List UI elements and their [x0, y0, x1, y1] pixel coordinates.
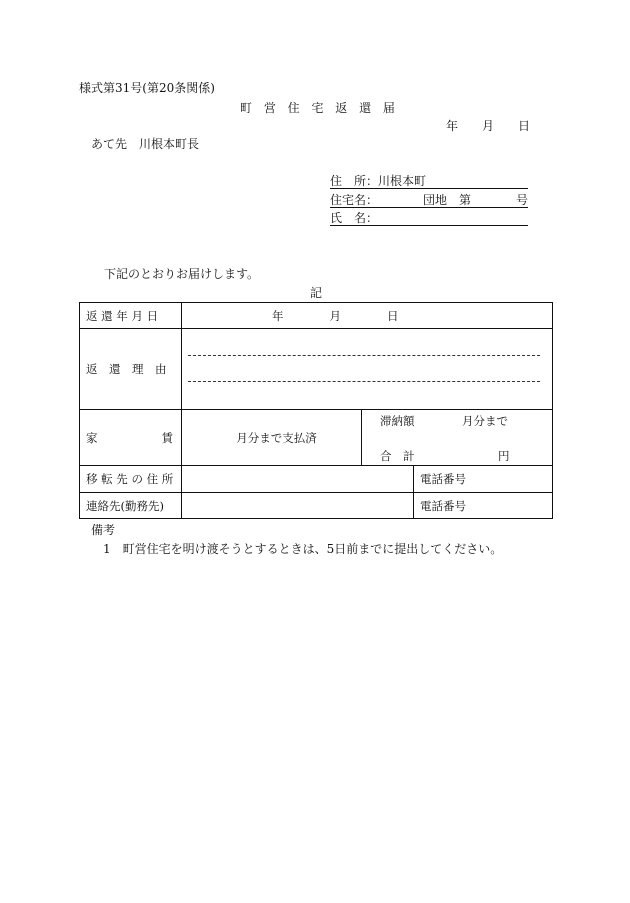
return-date-label: 返 還 年 月 日 — [80, 303, 182, 329]
contact-field[interactable] — [182, 493, 414, 519]
rent-paid-field[interactable] — [182, 410, 362, 466]
intro-text: 下記のとおりお届けします。 — [104, 267, 260, 281]
row-return-reason — [80, 329, 553, 410]
rent-paid-text: 月分まで支払済 — [236, 430, 317, 445]
return-reason-label: 返 還 理 由 — [80, 329, 182, 410]
new-address-field[interactable] — [182, 466, 414, 493]
return-date-value: 年 月 日 — [272, 308, 399, 323]
contact-phone-field[interactable] — [414, 493, 553, 519]
form-number: 様式第31号(第20条関係) — [79, 81, 215, 95]
row-return-date — [80, 303, 553, 329]
reason-dotted-line-2 — [188, 381, 540, 382]
addressee: あて先 川根本町長 — [91, 137, 200, 151]
applicant-danchi: 団地 第 — [423, 193, 472, 207]
applicant-name: 氏 名： — [330, 211, 379, 225]
return-form-table — [79, 302, 553, 519]
arrears-field[interactable] — [362, 410, 553, 466]
row-contact — [80, 493, 553, 519]
new-address-phone-field[interactable] — [414, 466, 553, 493]
phone-label-2: 電話番号 — [420, 498, 466, 513]
ki-heading: 記 — [310, 286, 323, 300]
phone-label: 電話番号 — [420, 472, 466, 486]
total-label: 合 計 — [380, 449, 415, 463]
reason-dotted-line-1 — [188, 355, 540, 356]
row-new-address — [80, 466, 553, 493]
applicant-number-suffix: 号 — [516, 193, 529, 207]
notes-heading: 備考 — [91, 523, 116, 537]
applicant-housing-name: 住宅名： — [330, 193, 379, 207]
date-line: 年 月 日 — [446, 119, 531, 133]
rent-label: 家 賃 — [80, 410, 182, 466]
notes-item-1: 1 町営住宅を明け渡そうとするときは、5日前までに提出してください。 — [103, 542, 503, 556]
page-title: 町 営 住 宅 返 還 届 — [240, 101, 399, 115]
contact-label: 連絡先(勤務先) — [80, 493, 182, 519]
applicant-address: 住 所：川根本町 — [330, 174, 427, 188]
new-address-label: 移 転 先 の 住 所 — [80, 466, 182, 493]
return-reason-field[interactable] — [182, 329, 553, 410]
arrears-until: 月分まで — [462, 414, 508, 428]
arrears-label: 滞納額 — [380, 414, 415, 428]
total-unit: 円 — [498, 449, 510, 463]
row-rent — [80, 410, 553, 466]
return-date-field[interactable] — [182, 303, 553, 329]
